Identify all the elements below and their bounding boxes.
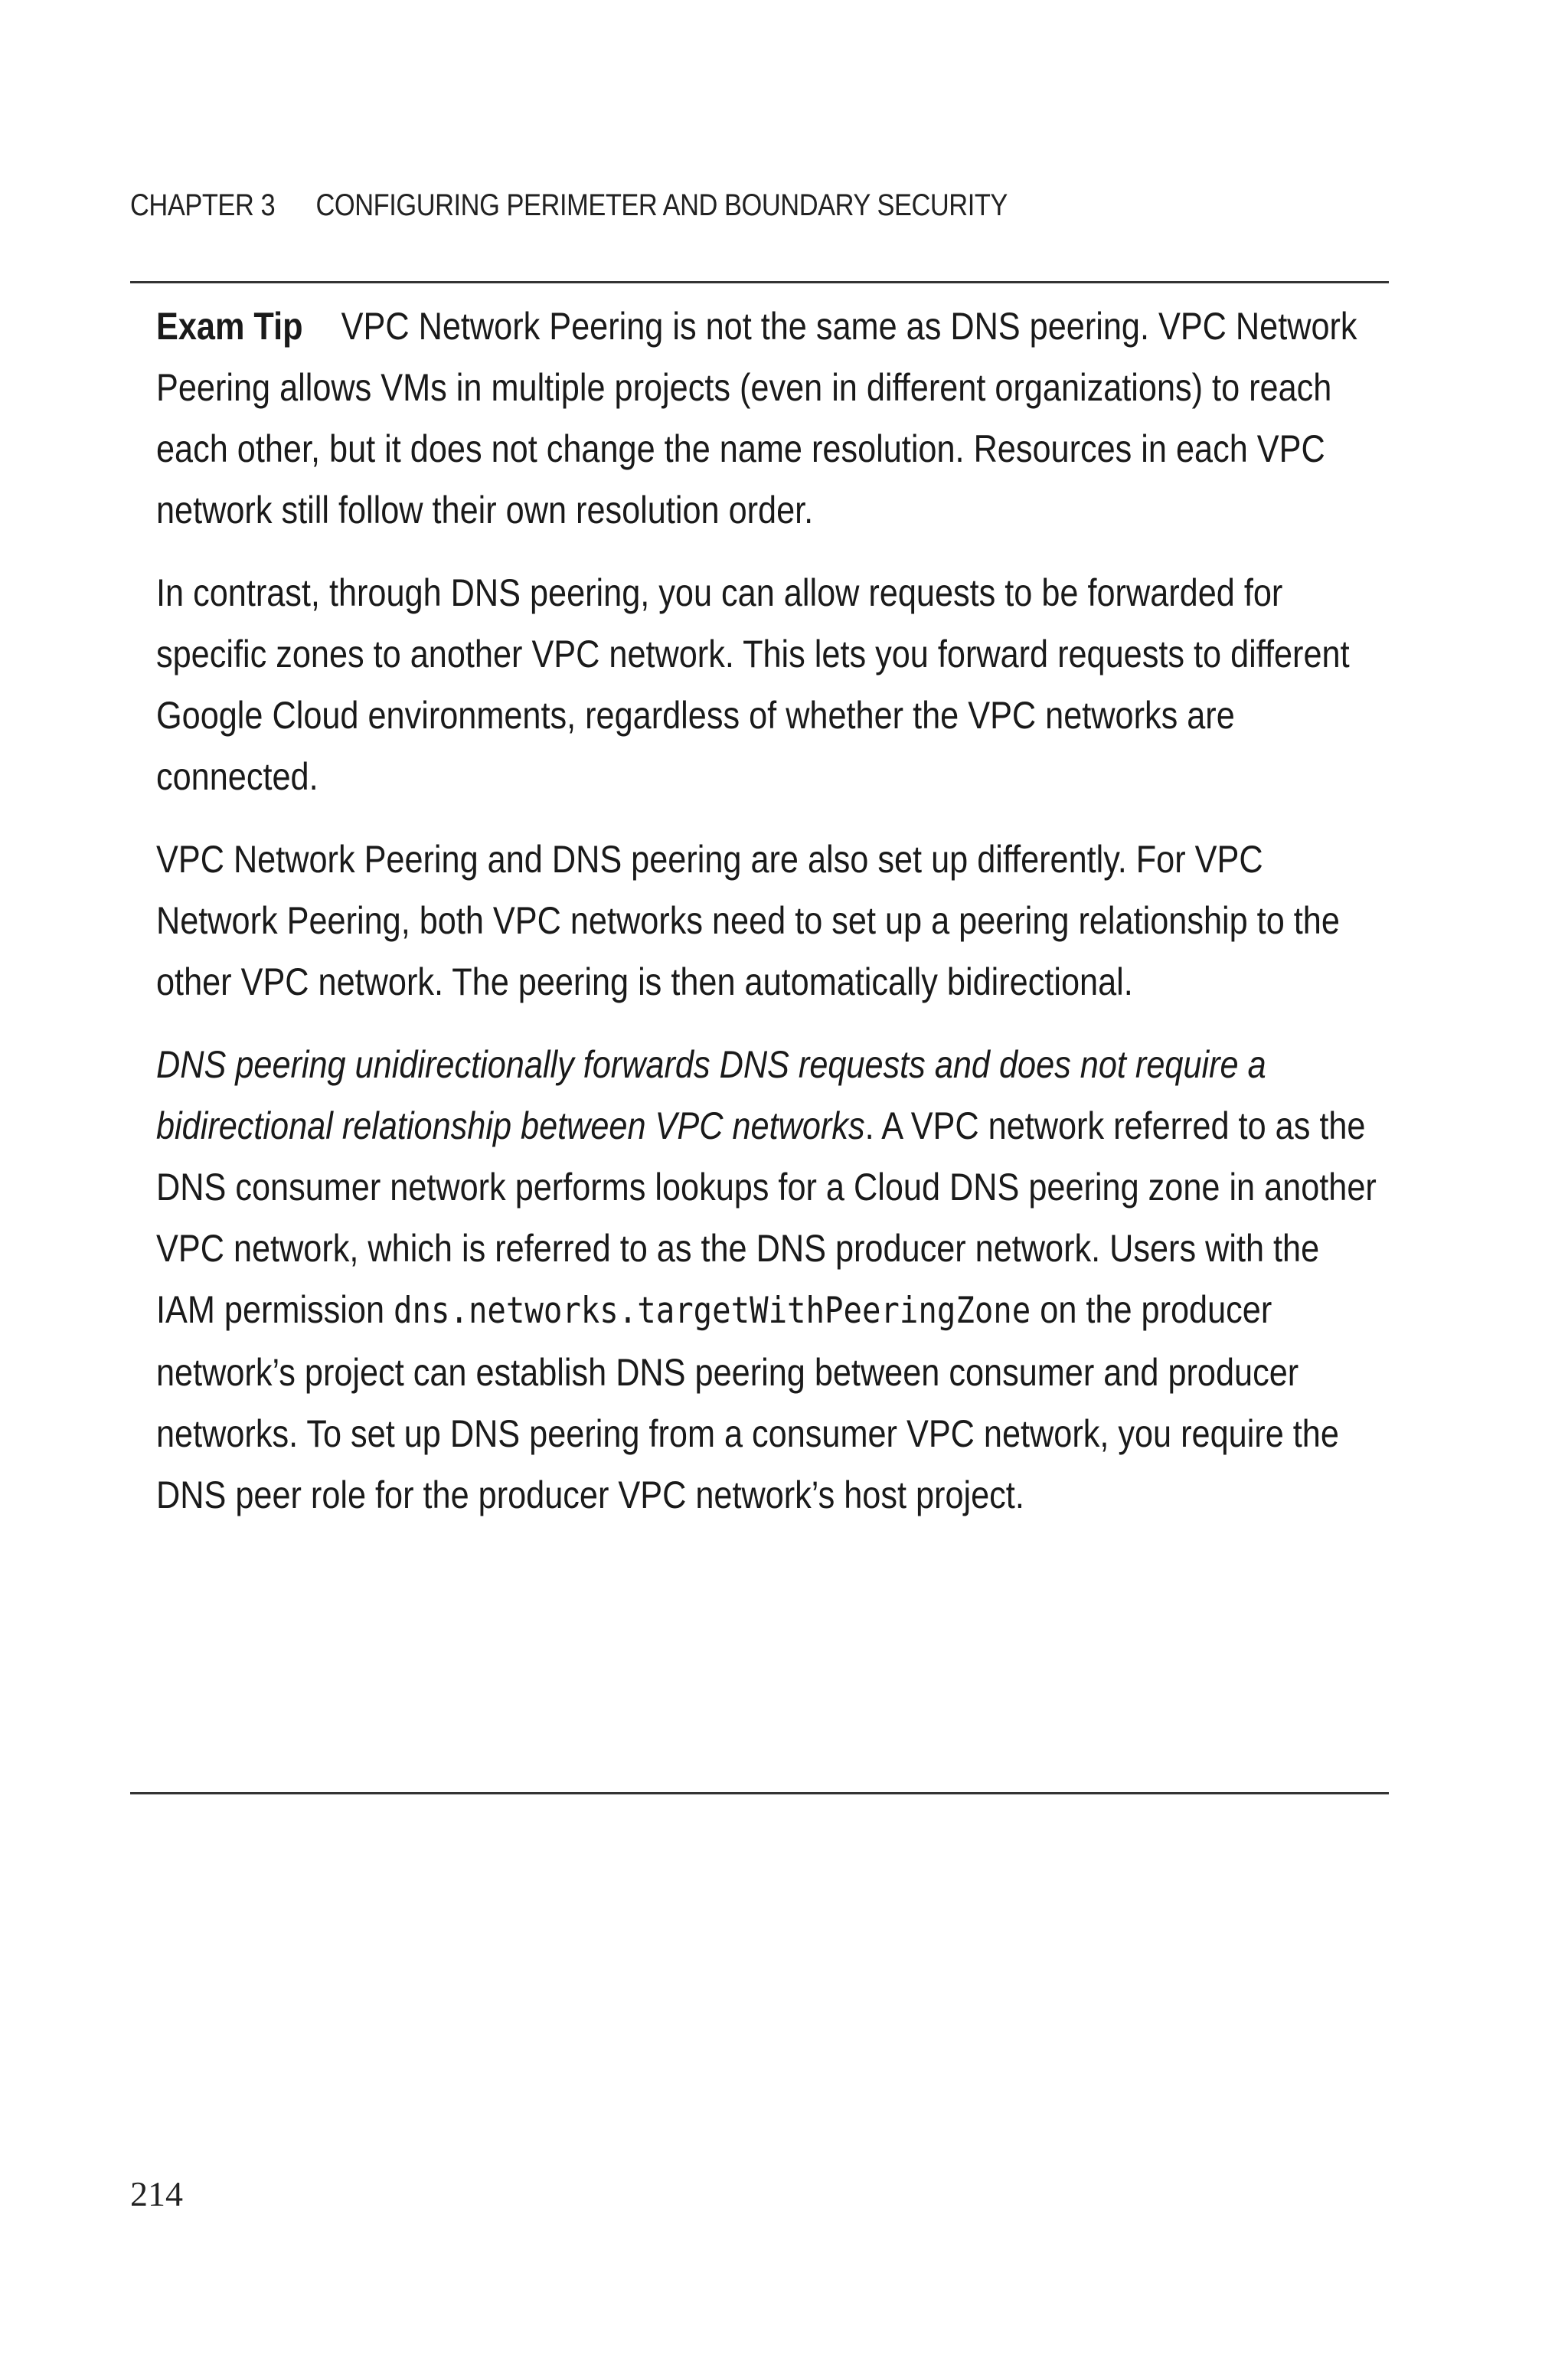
exam-tip-box bbox=[156, 296, 1381, 1547]
bottom-divider bbox=[130, 1792, 1389, 1794]
exam-tip-text-1: VPC Network Peering is not the same as DNS peering. VPC Network Peering allows VMs in multiple projects (even in different organizations) to reach each other, but it does not change the name resolution. Resources in each VPC network still follow their own resolution order. bbox=[156, 305, 1357, 532]
iam-permission-code: dns.networks.targetWithPeeringZone bbox=[394, 1290, 1031, 1332]
exam-tip-paragraph-3: VPC Network Peering and DNS peering are also set up differently. For VPC Network Peering, both VPC networks need to set up a peering relationship to the other VPC network. The peering is then automatically bidirectional. bbox=[156, 838, 1340, 1003]
running-head bbox=[130, 188, 1008, 223]
paragraph-4-text-a: . A VPC network referred to as the DNS consumer network performs lookups for a Cloud DNS peering zone in another VPC network, which is referred to as the DNS producer network. Users with the IAM permission bbox=[156, 1104, 1377, 1331]
chapter-number: CHAPTER 3 bbox=[130, 188, 276, 222]
page-number: 214 bbox=[130, 2174, 183, 2213]
top-divider bbox=[130, 281, 1389, 283]
paragraph-4-text-b: on the producer network’s project can establish DNS peering between consumer and producer networks. To set up DNS peering from a consumer VPC network, you require the DNS peer role for the producer VPC network’s host project. bbox=[156, 1288, 1339, 1516]
exam-tip-label: Exam Tip bbox=[156, 305, 303, 348]
exam-tip-paragraph-1 bbox=[156, 296, 1381, 541]
chapter-title: CONFIGURING PERIMETER AND BOUNDARY SECURITY bbox=[315, 188, 1008, 222]
exam-tip-paragraph-2: In contrast, through DNS peering, you can allow requests to be forwarded for specific zones to another VPC network. This lets you forward requests to different Google Cloud environments, regardless of whether the VPC networks are connected. bbox=[156, 571, 1350, 798]
exam-tip-paragraph-4 bbox=[156, 1034, 1381, 1526]
emphasis-text: DNS peering unidirectionally forwards DNS requests and does not require a bidirectional relationship between VPC networks bbox=[156, 1043, 1266, 1147]
